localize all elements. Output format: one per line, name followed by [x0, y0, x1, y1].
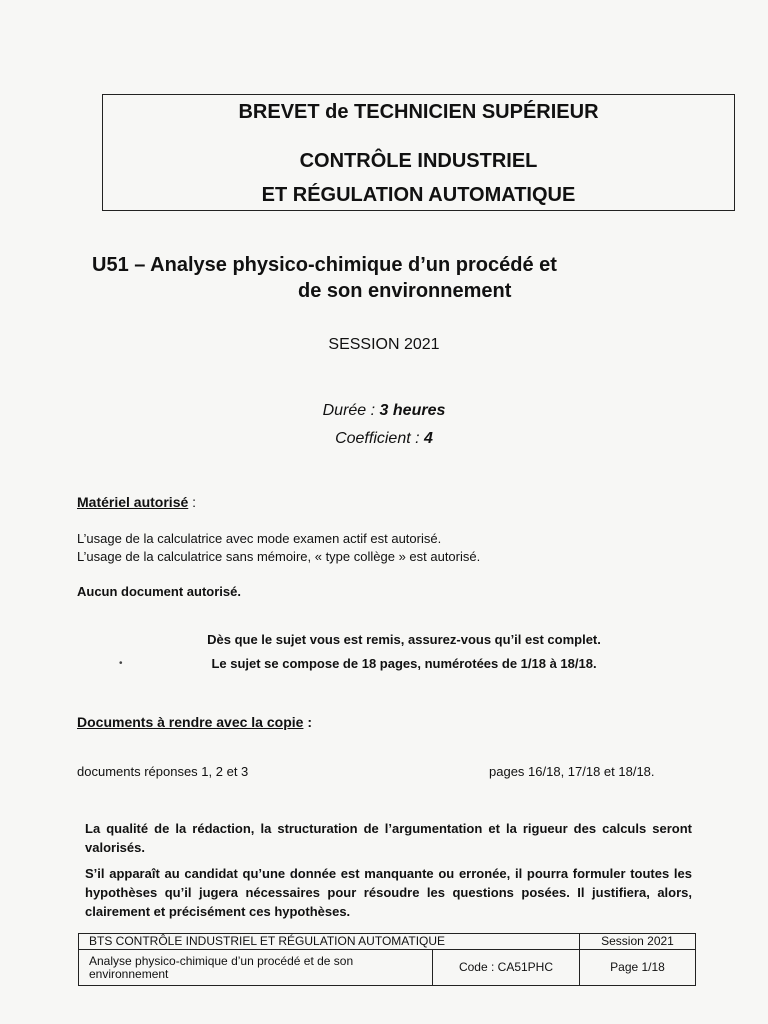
documents-left: documents réponses 1, 2 et 3	[77, 764, 249, 779]
notice-line-2: Le sujet se compose de 18 pages, numérotées de 1/18 à 18/18.	[211, 656, 597, 671]
footer-code: Code : CA51PHC	[433, 950, 580, 986]
materiel-suffix: :	[188, 494, 197, 510]
coefficient	[0, 430, 768, 448]
duration-label: Durée :	[322, 402, 380, 419]
title-box	[102, 94, 735, 211]
documents-title: Documents à rendre avec la copie	[77, 714, 304, 730]
materiel-line-1: L’usage de la calculatrice avec mode examen actif est autorisé.	[77, 531, 442, 546]
documents-suffix: :	[303, 714, 312, 730]
subject-title-line-2: de son environnement	[298, 280, 512, 302]
specialty-line-2: ET RÉGULATION AUTOMATIQUE	[261, 184, 576, 206]
specialty-line-1: CONTRÔLE INDUSTRIEL	[299, 150, 538, 172]
documents-heading	[77, 714, 312, 730]
footer-page: Page 1/18	[580, 950, 696, 986]
bullet-dot: •	[119, 658, 123, 669]
materiel-title: Matériel autorisé	[77, 494, 189, 510]
exam-title: BREVET de TECHNICIEN SUPÉRIEUR	[238, 101, 599, 123]
session-label: SESSION 2021	[328, 336, 440, 353]
footer-session: Session 2021	[580, 934, 696, 950]
duration-value: 3 heures	[379, 402, 446, 419]
materiel-heading	[77, 494, 196, 510]
footer-table	[78, 933, 696, 986]
footer-title: BTS CONTRÔLE INDUSTRIEL ET RÉGULATION AUTOMATIQUE	[79, 934, 580, 950]
coefficient-label: Coefficient :	[335, 430, 425, 447]
paragraph-hypotheses: S’il apparaît au candidat qu’une donnée est manquante ou erronée, il pourra formuler toutes les hypothèses qu’il jugera nécessaires pour résoudre les questions posées. Il justifiera, alors, clairement et précisément ces hypothèses.	[85, 866, 692, 919]
subject-title-line-1: U51 – Analyse physico-chimique d’un procédé et	[92, 254, 557, 276]
no-document-notice: Aucun document autorisé.	[77, 584, 241, 599]
coefficient-value: 4	[424, 430, 433, 447]
materiel-line-2: L’usage de la calculatrice sans mémoire, « type collège » est autorisé.	[77, 549, 481, 564]
footer-subject: Analyse physico-chimique d’un procédé et de son environnement	[79, 950, 433, 986]
duration	[0, 402, 768, 420]
paragraph-quality: La qualité de la rédaction, la structuration de l’argumentation et la rigueur des calculs seront valorisés.	[85, 821, 692, 855]
notice-line-1: Dès que le sujet vous est remis, assurez-vous qu’il est complet.	[207, 632, 601, 647]
documents-right: pages 16/18, 17/18 et 18/18.	[489, 764, 655, 779]
